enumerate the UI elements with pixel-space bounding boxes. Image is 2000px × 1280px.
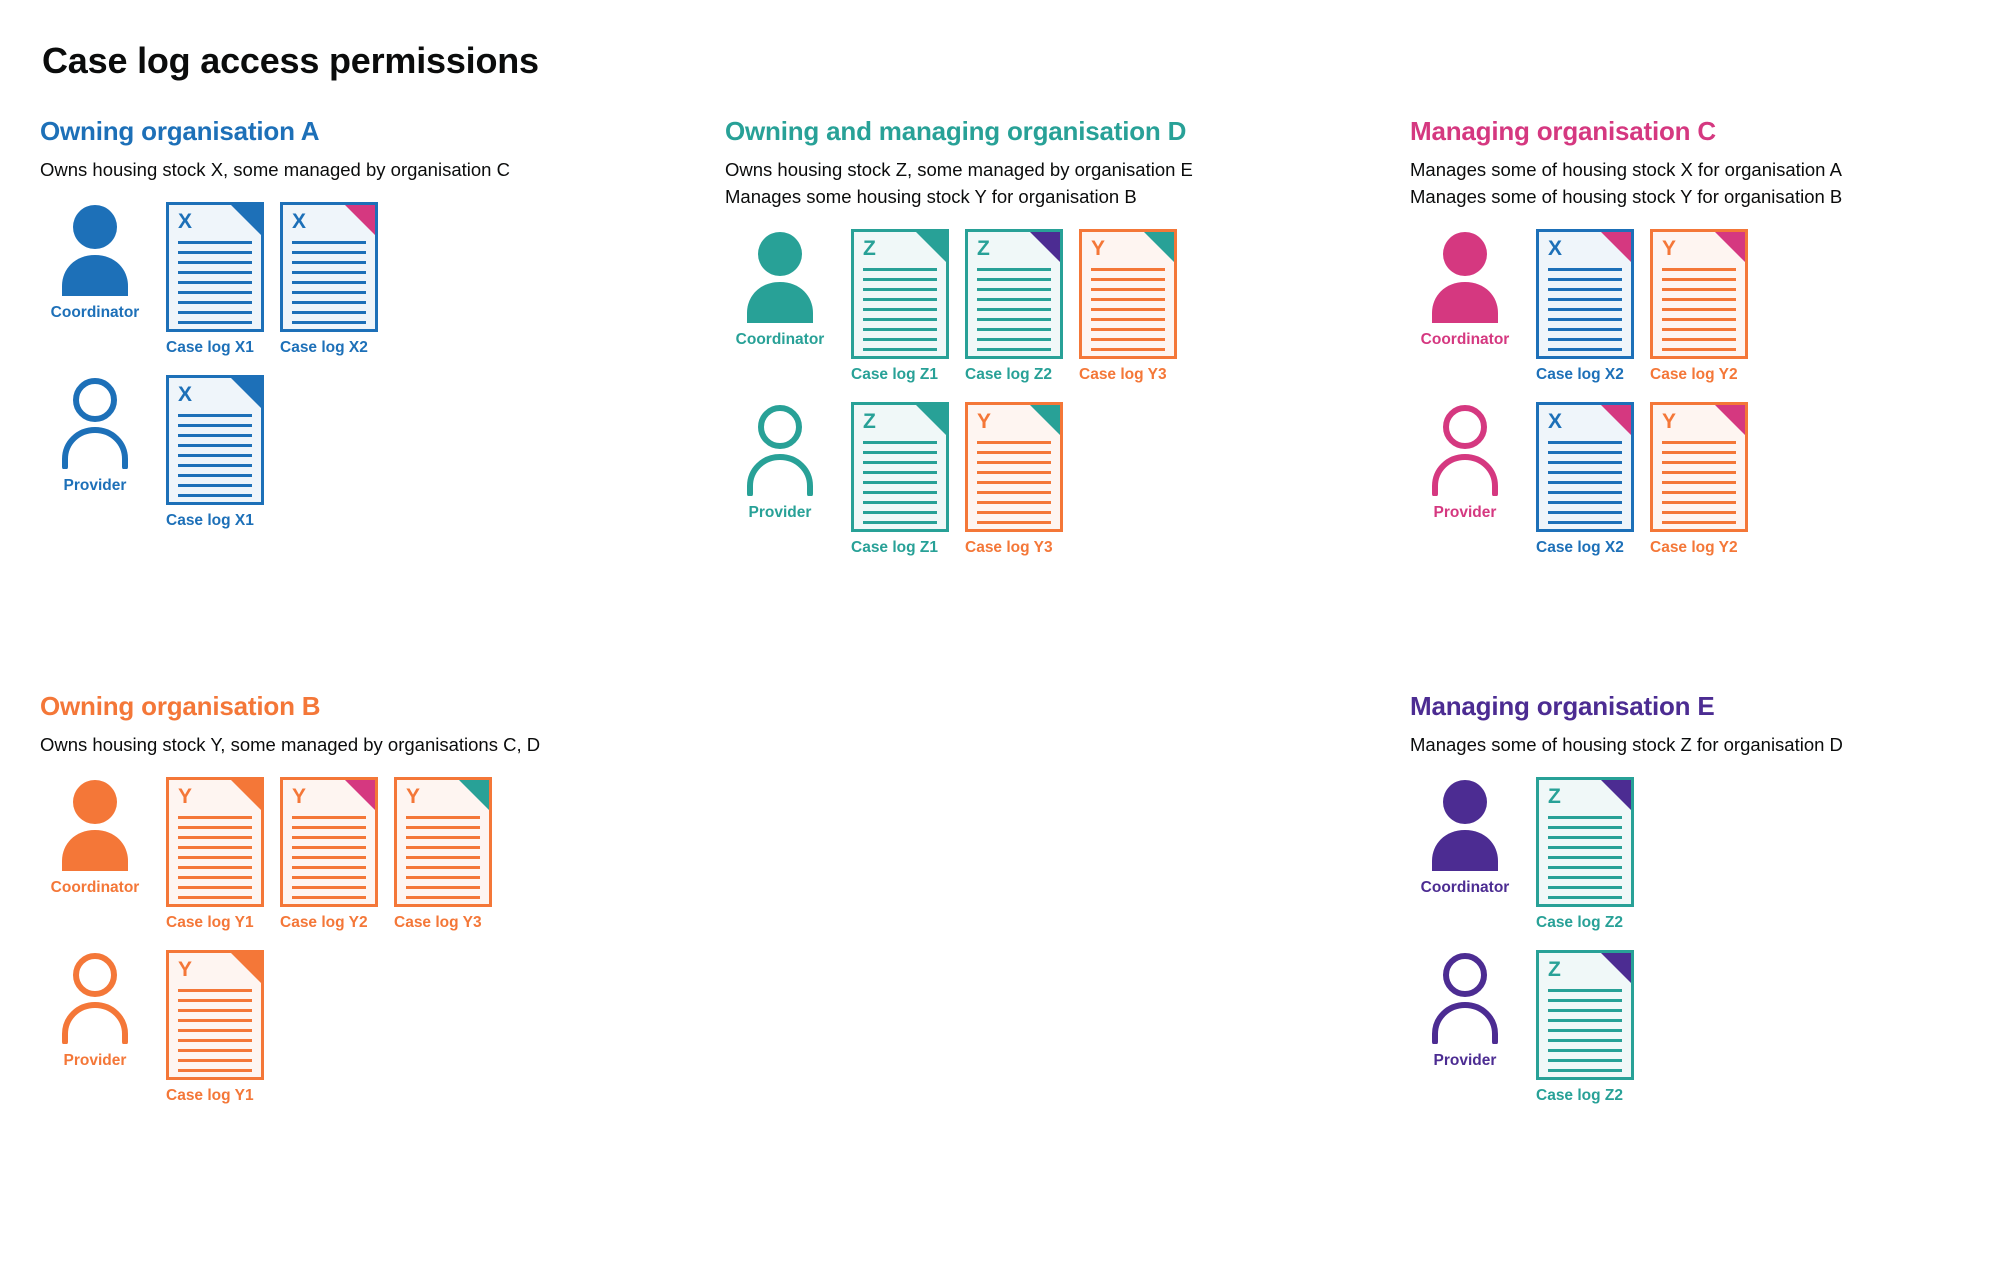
case-log-list <box>1536 229 1748 384</box>
panel-managing-organisation-c <box>1410 116 2000 557</box>
housing-stock-letter: Y <box>178 957 193 981</box>
case-log-document-icon <box>851 229 949 359</box>
case-log-item[interactable] <box>280 777 378 932</box>
housing-stock-letter: Y <box>1091 236 1106 260</box>
role-row-provider <box>40 950 680 1105</box>
document-lines <box>1548 816 1622 906</box>
case-log-list <box>1536 402 1748 557</box>
case-log-item[interactable] <box>166 777 264 932</box>
case-log-document-icon <box>166 777 264 907</box>
document-corner-fold <box>231 780 261 810</box>
document-corner-fold <box>231 378 261 408</box>
panel-owning-organisation-a <box>40 116 680 530</box>
case-log-label: Case log Y2 <box>1650 365 1738 383</box>
case-log-item[interactable] <box>851 402 949 557</box>
role-label: Provider <box>1433 1051 1497 1069</box>
document-corner-fold <box>1601 953 1631 983</box>
person-outline-icon <box>54 375 136 469</box>
panel-description-line: Manages some of housing stock X for organisation A <box>1410 159 1842 180</box>
case-log-label: Case log X2 <box>280 338 368 356</box>
case-log-list <box>851 229 1177 384</box>
person-outline-icon <box>1424 402 1506 496</box>
person-outline-icon <box>739 402 821 496</box>
housing-stock-letter: Z <box>977 236 990 260</box>
panel-description-line: Manages some housing stock Y for organisation B <box>725 185 1137 207</box>
case-log-label: Case log X1 <box>166 338 254 356</box>
document-lines <box>863 441 937 531</box>
case-log-list <box>166 375 264 530</box>
document-lines <box>178 989 252 1079</box>
housing-stock-letter: Z <box>1548 957 1561 981</box>
housing-stock-letter: Y <box>406 784 421 808</box>
role-block <box>40 777 150 897</box>
case-log-label: Case log Y3 <box>394 913 482 931</box>
document-lines <box>292 241 366 331</box>
case-log-label: Case log Y3 <box>1079 365 1167 383</box>
case-log-label: Case log Y1 <box>166 1086 254 1104</box>
document-corner-fold <box>1715 405 1745 435</box>
role-block <box>40 950 150 1070</box>
role-row-provider <box>725 402 1365 557</box>
case-log-document-icon <box>280 777 378 907</box>
role-block <box>40 202 150 322</box>
case-log-item[interactable] <box>1650 229 1748 384</box>
case-log-document-icon <box>1536 950 1634 1080</box>
case-log-list <box>166 777 492 932</box>
role-row-coordinator <box>40 202 680 357</box>
case-log-label: Case log Z1 <box>851 365 938 383</box>
role-block <box>1410 402 1520 522</box>
housing-stock-letter: Z <box>863 236 876 260</box>
housing-stock-letter: Z <box>1548 784 1561 808</box>
role-row-coordinator <box>725 229 1365 384</box>
role-block <box>1410 950 1520 1070</box>
role-row-provider <box>1410 950 2000 1105</box>
document-lines <box>863 268 937 358</box>
role-label: Coordinator <box>50 303 140 321</box>
case-log-label: Case log Y3 <box>965 538 1053 556</box>
case-log-item[interactable] <box>166 375 264 530</box>
case-log-document-icon <box>166 202 264 332</box>
case-log-label: Case log X2 <box>1536 365 1624 383</box>
document-corner-fold <box>231 953 261 983</box>
case-log-document-icon <box>1536 229 1634 359</box>
case-log-label: Case log Z2 <box>1536 913 1623 931</box>
case-log-label: Case log X1 <box>166 511 254 529</box>
housing-stock-letter: Y <box>292 784 307 808</box>
person-filled-icon <box>1424 777 1506 871</box>
panel-description-line: Manages some of housing stock Z for organisation D <box>1410 734 1843 755</box>
housing-stock-letter: X <box>178 382 193 406</box>
case-log-list <box>1536 950 1634 1105</box>
panel-managing-organisation-e <box>1410 691 2000 1105</box>
case-log-label: Case log Z2 <box>965 365 1052 383</box>
case-log-item[interactable] <box>851 229 949 384</box>
case-log-document-icon <box>166 950 264 1080</box>
housing-stock-letter: Y <box>1662 409 1677 433</box>
role-block <box>1410 229 1520 349</box>
document-corner-fold <box>916 232 946 262</box>
document-corner-fold <box>345 205 375 235</box>
case-log-document-icon <box>280 202 378 332</box>
role-label: Provider <box>1433 503 1497 521</box>
role-label: Provider <box>63 1051 127 1069</box>
housing-stock-letter: X <box>292 209 307 233</box>
case-log-document-icon <box>851 402 949 532</box>
document-lines <box>1662 268 1736 358</box>
document-corner-fold <box>231 205 261 235</box>
document-lines <box>977 441 1051 531</box>
role-label: Coordinator <box>1420 330 1510 348</box>
role-block <box>725 229 835 349</box>
document-corner-fold <box>1144 232 1174 262</box>
case-log-item[interactable] <box>1536 950 1634 1105</box>
person-filled-icon <box>54 777 136 871</box>
document-lines <box>1548 989 1622 1079</box>
panel-description <box>1410 732 2000 759</box>
case-log-item[interactable] <box>965 402 1063 557</box>
case-log-item[interactable] <box>166 950 264 1105</box>
person-outline-icon <box>1424 950 1506 1044</box>
panel-description <box>40 732 680 759</box>
role-label: Coordinator <box>50 878 140 896</box>
document-corner-fold <box>1601 405 1631 435</box>
role-label: Coordinator <box>735 330 825 348</box>
document-corner-fold <box>1715 232 1745 262</box>
document-lines <box>292 816 366 906</box>
case-log-label: Case log Y2 <box>1650 538 1738 556</box>
document-lines <box>1548 268 1622 358</box>
document-corner-fold <box>1601 780 1631 810</box>
role-label: Provider <box>748 503 812 521</box>
case-log-document-icon <box>1650 402 1748 532</box>
role-row-provider <box>1410 402 2000 557</box>
panel-title: Owning and managing organisation D <box>725 116 1187 146</box>
role-row-coordinator <box>40 777 680 932</box>
case-log-item[interactable] <box>1079 229 1177 384</box>
housing-stock-letter: Y <box>1662 236 1677 260</box>
panel-description <box>40 157 680 184</box>
role-row-provider <box>40 375 680 530</box>
housing-stock-letter: Y <box>178 784 193 808</box>
panel-description <box>1410 157 2000 211</box>
housing-stock-letter: Y <box>977 409 992 433</box>
document-corner-fold <box>916 405 946 435</box>
role-row-coordinator <box>1410 229 2000 384</box>
case-log-document-icon <box>1536 777 1634 907</box>
person-outline-icon <box>54 950 136 1044</box>
housing-stock-letter: X <box>178 209 193 233</box>
document-lines <box>1091 268 1165 358</box>
panel-description-line: Manages some of housing stock Y for organisation B <box>1410 185 1843 207</box>
case-log-list <box>166 950 264 1105</box>
panel-title: Managing organisation C <box>1410 116 1716 146</box>
case-log-item[interactable] <box>394 777 492 932</box>
panel-description-line: Owns housing stock Y, some managed by organisations C, D <box>40 734 541 755</box>
document-lines <box>178 414 252 504</box>
document-lines <box>178 816 252 906</box>
role-label: Provider <box>63 476 127 494</box>
role-label: Coordinator <box>1420 878 1510 896</box>
person-filled-icon <box>739 229 821 323</box>
case-log-document-icon <box>965 229 1063 359</box>
case-log-label: Case log Y2 <box>280 913 368 931</box>
case-log-item[interactable] <box>1536 777 1634 932</box>
document-lines <box>1548 441 1622 531</box>
document-corner-fold <box>345 780 375 810</box>
panel-owning-organisation-b <box>40 691 680 1105</box>
page-title: Case log access permissions <box>42 40 539 81</box>
document-lines <box>977 268 1051 358</box>
case-log-item[interactable] <box>1536 229 1634 384</box>
panel-owning-and-managing-organisation-d <box>725 116 1365 557</box>
role-block <box>725 402 835 522</box>
role-row-coordinator <box>1410 777 2000 932</box>
document-lines <box>1662 441 1736 531</box>
role-block <box>40 375 150 495</box>
document-lines <box>406 816 480 906</box>
housing-stock-letter: X <box>1548 409 1563 433</box>
case-log-item[interactable] <box>1536 402 1634 557</box>
document-corner-fold <box>459 780 489 810</box>
document-corner-fold <box>1030 232 1060 262</box>
panel-title: Managing organisation E <box>1410 691 1715 721</box>
panel-title: Owning organisation A <box>40 116 320 146</box>
case-log-document-icon <box>166 375 264 505</box>
document-lines <box>178 241 252 331</box>
case-log-label: Case log X2 <box>1536 538 1624 556</box>
panel-title: Owning organisation B <box>40 691 321 721</box>
panel-description <box>725 157 1365 211</box>
document-corner-fold <box>1030 405 1060 435</box>
case-log-label: Case log Z2 <box>1536 1086 1623 1104</box>
housing-stock-letter: Z <box>863 409 876 433</box>
housing-stock-letter: X <box>1548 236 1563 260</box>
case-log-label: Case log Z1 <box>851 538 938 556</box>
case-log-item[interactable] <box>166 202 264 357</box>
person-filled-icon <box>1424 229 1506 323</box>
case-log-list <box>166 202 378 357</box>
case-log-item[interactable] <box>1650 402 1748 557</box>
case-log-document-icon <box>1536 402 1634 532</box>
case-log-item[interactable] <box>965 229 1063 384</box>
panel-description-line: Owns housing stock X, some managed by organisation C <box>40 159 510 180</box>
document-corner-fold <box>1601 232 1631 262</box>
case-log-list <box>1536 777 1634 932</box>
case-log-list <box>851 402 1063 557</box>
case-log-document-icon <box>1079 229 1177 359</box>
role-block <box>1410 777 1520 897</box>
case-log-label: Case log Y1 <box>166 913 254 931</box>
case-log-document-icon <box>1650 229 1748 359</box>
case-log-item[interactable] <box>280 202 378 357</box>
case-log-document-icon <box>965 402 1063 532</box>
panel-description-line: Owns housing stock Z, some managed by organisation E <box>725 159 1193 180</box>
case-log-document-icon <box>394 777 492 907</box>
person-filled-icon <box>54 202 136 296</box>
